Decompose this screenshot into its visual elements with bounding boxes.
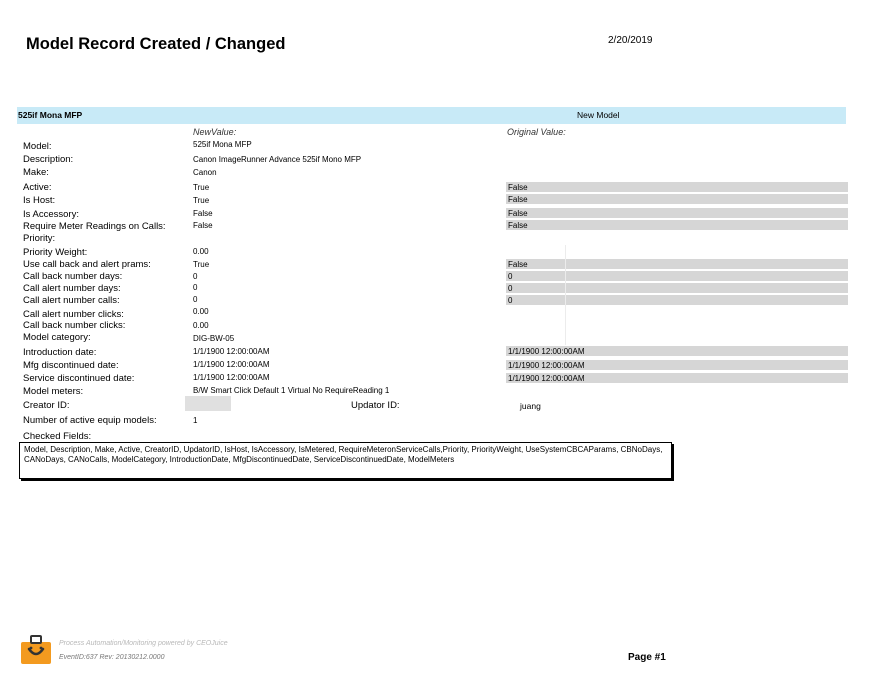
label-is-host: Is Host:: [23, 195, 56, 206]
label-checked-fields: Checked Fields:: [23, 431, 92, 442]
value-model: 525if Mona MFP: [193, 140, 252, 149]
original-bg-is-accessory: [506, 208, 848, 218]
value-call-back-clicks: 0.00: [193, 321, 209, 330]
label-active: Active:: [23, 182, 52, 193]
label-model-category: Model category:: [23, 332, 91, 343]
original-bg-use-call-back: [506, 259, 848, 269]
checked-fields-box: Model, Description, Make, Active, CreatorID, UpdatorID, IsHost, IsAccessory, IsMetered, RequireMeteronServiceCalls,Priority, PriorityWeight, UseSystemCBCAParams, CBNoDays, CANoDays, CANoCalls, ModelCategory, IntroductionDate, MfgDiscontinuedDate, ServiceDiscontinuedDate, ModelMeters: [19, 442, 672, 479]
value-require-meter: False: [193, 221, 213, 230]
creator-id-redacted: [185, 396, 231, 411]
original-use-call-back: False: [508, 260, 528, 269]
label-mfg-discontinued: Mfg discontinued date:: [23, 360, 119, 371]
value-call-alert-calls: 0: [193, 295, 198, 304]
label-call-alert-days: Call alert number days:: [23, 283, 121, 294]
original-value-heading: Original Value:: [507, 127, 566, 137]
value-call-alert-days: 0: [193, 283, 198, 292]
value-model-category: DIG-BW-05: [193, 334, 235, 343]
original-call-alert-calls: 0: [508, 296, 513, 305]
label-creator-id: Creator ID:: [23, 400, 70, 411]
original-bg-call-back-days: [506, 271, 848, 281]
label-make: Make:: [23, 167, 49, 178]
divider-line: [565, 245, 566, 345]
value-is-accessory: False: [193, 209, 213, 218]
original-call-back-days: 0: [508, 272, 513, 281]
label-priority-weight: Priority Weight:: [23, 247, 88, 258]
label-updator-id: Updator ID:: [351, 400, 400, 411]
original-bg-call-alert-days: [506, 283, 848, 293]
original-bg-active: [506, 182, 848, 192]
label-introduction-date: Introduction date:: [23, 347, 97, 358]
value-call-back-days: 0: [193, 272, 198, 281]
label-call-back-clicks: Call back number clicks:: [23, 320, 126, 331]
original-mfg-discontinued: 1/1/1900 12:00:00AM: [508, 361, 585, 370]
original-bg-require-meter: [506, 220, 848, 230]
label-call-alert-clicks: Call alert number clicks:: [23, 309, 124, 320]
original-service-discontinued: 1/1/1900 12:00:00AM: [508, 374, 585, 383]
original-bg-call-alert-calls: [506, 295, 848, 305]
label-service-discontinued: Service discontinued date:: [23, 373, 135, 384]
page-number: Page #1: [628, 652, 666, 663]
value-mfg-discontinued: 1/1/1900 12:00:00AM: [193, 360, 270, 369]
footer-powered-by: Process Automation/Monitoring powered by CEOJuice: [59, 640, 228, 647]
value-priority-weight: 0.00: [193, 247, 209, 256]
original-is-host: False: [508, 195, 528, 204]
label-require-meter: Require Meter Readings on Calls:: [23, 221, 166, 232]
original-bg-is-host: [506, 194, 848, 204]
value-service-discontinued: 1/1/1900 12:00:00AM: [193, 373, 270, 382]
record-bar: [17, 107, 846, 124]
value-is-host: True: [193, 196, 210, 205]
original-introduction-date: 1/1/1900 12:00:00AM: [508, 347, 585, 356]
label-priority: Priority:: [23, 233, 56, 244]
original-active: False: [508, 183, 528, 192]
value-description: Canon ImageRunner Advance 525if Mono MFP: [193, 155, 362, 164]
page-title: Model Record Created / Changed: [26, 35, 286, 53]
value-use-call-back: True: [193, 260, 210, 269]
label-call-back-days: Call back number days:: [23, 271, 123, 282]
value-introduction-date: 1/1/1900 12:00:00AM: [193, 347, 270, 356]
value-call-alert-clicks: 0.00: [193, 307, 209, 316]
value-active-equip-models: 1: [193, 416, 198, 425]
value-updator-id: juang: [520, 401, 541, 411]
label-description: Description:: [23, 154, 74, 165]
value-model-meters: B/W Smart Click Default 1 Virtual No RequireReading 1: [193, 386, 390, 395]
label-model-meters: Model meters:: [23, 386, 84, 397]
original-is-accessory: False: [508, 209, 528, 218]
original-call-alert-days: 0: [508, 284, 513, 293]
new-value-heading: NewValue:: [193, 127, 237, 137]
label-active-equip-models: Number of active equip models:: [23, 415, 157, 426]
value-active: True: [193, 183, 210, 192]
label-call-alert-calls: Call alert number calls:: [23, 295, 120, 306]
value-make: Canon: [193, 168, 217, 177]
ceojuice-briefcase-icon: [20, 633, 52, 665]
label-use-call-back: Use call back and alert prams:: [23, 259, 151, 270]
report-date: 2/20/2019: [608, 35, 653, 46]
record-change-type: New Model: [577, 110, 620, 120]
footer-event-id: EventID:637 Rev: 20130212.0000: [59, 654, 165, 661]
original-require-meter: False: [508, 221, 528, 230]
record-model-name: 525if Mona MFP: [18, 110, 83, 120]
label-model: Model:: [23, 141, 52, 152]
label-is-accessory: Is Accessory:: [23, 209, 79, 220]
